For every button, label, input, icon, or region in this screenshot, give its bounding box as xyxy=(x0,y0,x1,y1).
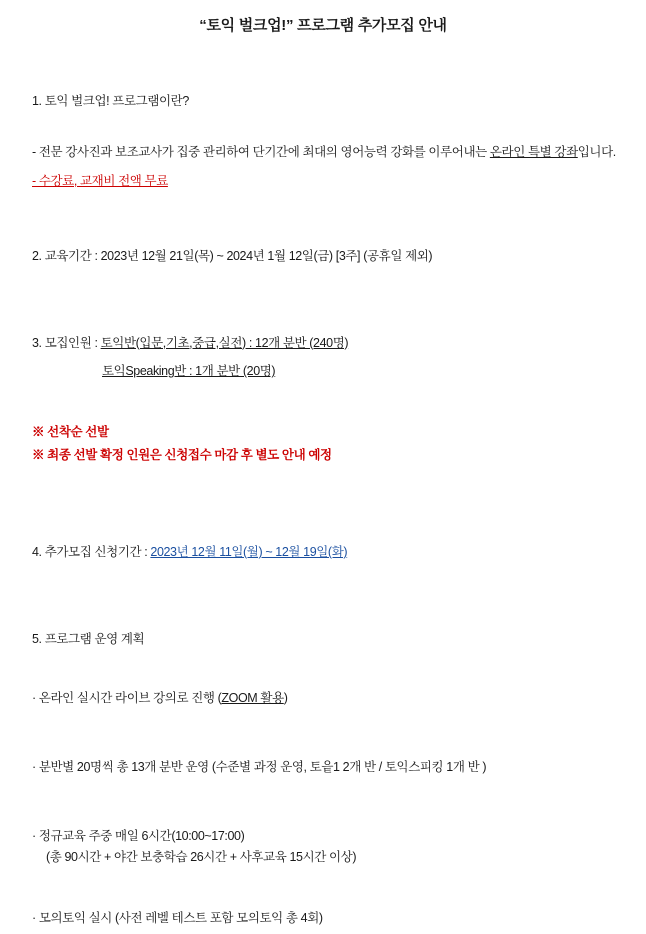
plan-item-classes xyxy=(32,759,618,776)
section-5-heading: 5. 프로그램 운영 계획 xyxy=(32,631,145,646)
plan-item-schedule xyxy=(32,828,618,867)
spacer xyxy=(32,619,618,631)
section-4-application-period: 2023년 12월 11일(월) ~ 12월 19일(화) xyxy=(150,545,348,559)
section-4-heading xyxy=(32,544,618,561)
spacer xyxy=(32,323,618,335)
spacer xyxy=(32,380,618,424)
spacer xyxy=(32,110,618,144)
section-1-heading: 1. 토익 벌크업! 프로그램이란? xyxy=(32,94,189,108)
spacer xyxy=(32,265,618,323)
spacer xyxy=(32,561,618,619)
section-3-note-final: ※ 최종 선발 확정 인원은 신청접수 마감 후 별도 안내 예정 xyxy=(32,448,332,463)
section-1-description-pre: - 전문 강사진과 보조교사가 집중 관리하여 단기간에 최대의 영어능력 강화를 이루어내는 xyxy=(32,144,490,159)
section-1-free-note: - 수강료, 교재비 전액 무료 xyxy=(32,173,168,188)
section-1-description-post: 입니다. xyxy=(577,144,616,159)
section-3-heading-pre: 3. 모집인원 : xyxy=(32,335,101,350)
plan-item-mock-test xyxy=(32,910,618,927)
section-3-heading xyxy=(32,335,618,352)
plan-item-online-highlight: ZOOM 활용 xyxy=(221,690,284,705)
section-1-description-highlight: 온라인 특별 강좌 xyxy=(489,144,578,159)
spacer xyxy=(32,190,618,248)
page-title: “토익 벌크업!” 프로그램 추가모집 안내 xyxy=(199,17,447,34)
plan-item-classes-text: · 분반별 20명씩 총 13개 분반 운영 (수준별 과정 운영, 토읕1 2개 반 / 토익스피킹 1개 반 ) xyxy=(32,759,487,774)
document-page xyxy=(0,14,646,934)
section-1-description xyxy=(32,144,618,161)
section-3-heading-highlight: 토익반(입문,기초,중급,실전) : 12개 분반 (240명) xyxy=(100,335,349,350)
plan-item-schedule-text: · 정규교육 주중 매일 6시간(10:00~17:00) xyxy=(32,828,245,843)
plan-item-online-pre: · 온라인 실시간 라이브 강의로 진행 ( xyxy=(32,690,222,705)
section-2-heading: 2. 교육기간 : 2023년 12월 21일(목) ~ 2024년 1월 12일(금) [3주] (공휴일 제외) xyxy=(32,248,433,263)
plan-item-online xyxy=(32,690,618,707)
plan-item-mock-test-text: · 모의토익 실시 (사전 레벨 테스트 포함 모의토익 총 4회) xyxy=(32,911,323,926)
section-3-note-first-come: ※ 선착순 선발 xyxy=(32,425,109,440)
document-body xyxy=(0,93,646,927)
spacer xyxy=(0,35,646,93)
plan-item-schedule-sub: (총 90시간 + 야간 보충학습 26시간 + 사후교육 15시간 이상) xyxy=(46,850,357,865)
spacer xyxy=(32,464,618,522)
section-3-speaking-class: 토익Speaking반 : 1개 분반 (20명) xyxy=(102,364,276,379)
spacer xyxy=(32,161,618,173)
spacer xyxy=(32,522,618,544)
plan-item-online-post: ) xyxy=(283,690,288,705)
section-4-heading-pre: 4. 추가모집 신청기간 : xyxy=(32,545,151,559)
spacer xyxy=(32,351,618,363)
